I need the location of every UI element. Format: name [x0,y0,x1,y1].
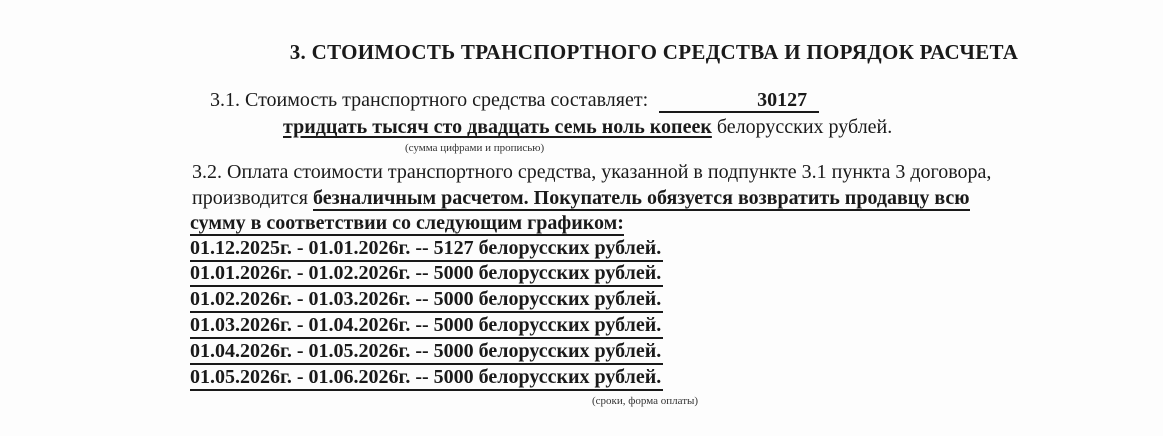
clause-3-1-prefix: 3.1. Стоимость транспортного средства составляет: [210,89,649,111]
price-currency: белорусских рублей. [711,116,893,138]
schedule-row: 01.05.2026г. - 01.06.2026г. -- 5000 белорусских рублей. [190,365,663,391]
clause-3-2-line-3 [190,211,624,235]
clause-3-2-line-2 [192,186,1116,210]
clause-3-2-prefix: производится [192,187,313,209]
schedule-note: (сроки, форма оплаты) [592,395,699,407]
schedule-intro: сумму в соответствии со следующим графиком: [190,212,624,234]
section-heading: 3. СТОИМОСТЬ ТРАНСПОРТНОГО СРЕДСТВА И ПОРЯДОК РАСЧЕТА [289,40,1019,64]
payment-method-text: безналичным расчетом. Покупатель обязуется возвратить продавцу всю [312,187,970,209]
clause-3-2-line-1: 3.2. Оплата стоимости транспортного средства, указанной в подпункте 3.1 пункта 3 договора, [192,161,992,183]
schedule-row: 01.03.2026г. - 01.04.2026г. -- 5000 белорусских рублей. [190,313,663,339]
clause-3-1-line [210,88,819,113]
price-amount: 30127 [659,89,819,113]
schedule-row: 01.02.2026г. - 01.03.2026г. -- 5000 белорусских рублей. [190,287,663,313]
price-amount-words: тридцать тысяч сто двадцать семь ноль копеек [283,116,712,138]
clause-3-1-words-line [283,115,892,139]
schedule-row: 01.12.2025г. - 01.01.2026г. -- 5127 белорусских рублей. [190,236,663,262]
schedule-row: 01.01.2026г. - 01.02.2026г. -- 5000 белорусских рублей. [190,261,663,287]
amount-note: (сумма цифрами и прописью) [405,142,545,154]
schedule-row: 01.04.2026г. - 01.05.2026г. -- 5000 белорусских рублей. [190,339,663,365]
